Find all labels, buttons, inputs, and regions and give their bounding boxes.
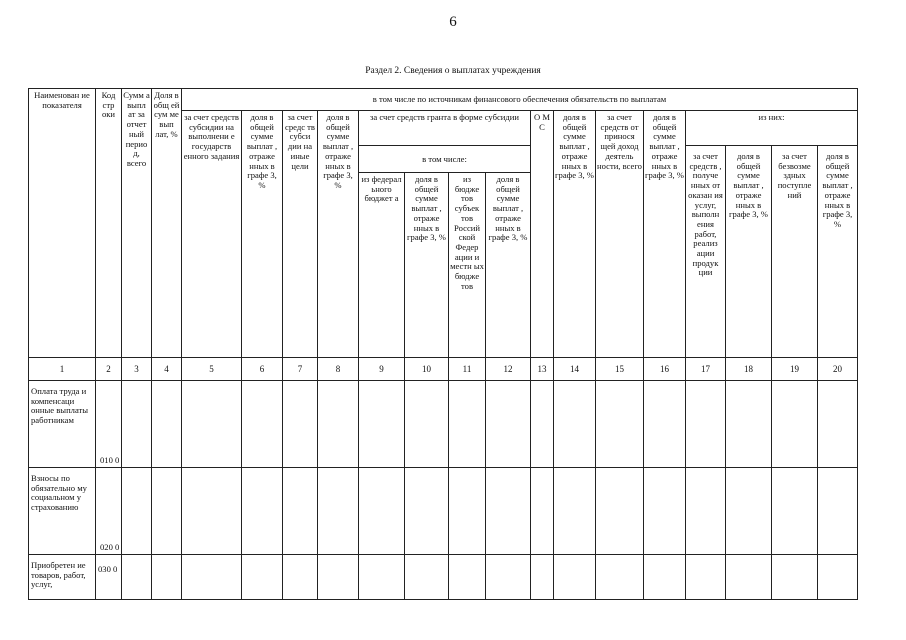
header-share-total: Доля в общ ей сум ме вып лат, % [152, 89, 182, 358]
table-cell [242, 555, 283, 600]
table-cell [596, 468, 644, 555]
header-share-col10: доля в общей сумме выплат , отраже нных в графе 3, % [405, 173, 449, 358]
header-share-col8: доля в общей сумме выплат , отраже нных в графе 3, % [318, 111, 359, 358]
table-cell [152, 381, 182, 468]
column-number: 13 [531, 358, 554, 381]
header-services-income: за счет средств , получе нных от оказан ия услуг, выполн ения работ, реализ ации продук ции [686, 146, 726, 358]
table-cell [686, 468, 726, 555]
table-cell [242, 381, 283, 468]
header-group-grant: за счет средств гранта в форме субсидии [359, 111, 531, 146]
table-cell [531, 555, 554, 600]
table-cell [726, 555, 772, 600]
column-number: 9 [359, 358, 405, 381]
table-cell [644, 555, 686, 600]
header-line-code: Код стр оки [96, 89, 122, 358]
table-cell [486, 555, 531, 600]
table-cell [318, 555, 359, 600]
header-share-col12: доля в общей сумме выплат , отраже нных в графе 3, % [486, 173, 531, 358]
table-cell [318, 468, 359, 555]
table-cell [818, 468, 858, 555]
table-cell [449, 468, 486, 555]
page-number: 6 [449, 14, 457, 30]
header-indicator-name: Наименован ие показателя [29, 89, 96, 358]
table-cell [318, 381, 359, 468]
column-number: 17 [686, 358, 726, 381]
table-cell [359, 381, 405, 468]
column-number: 8 [318, 358, 359, 381]
table-cell [686, 555, 726, 600]
header-share-col16: доля в общей сумме выплат , отраже нных в графе 3, % [644, 111, 686, 358]
table-row [29, 468, 858, 555]
header-group-including: в том числе: [359, 146, 531, 173]
table-cell [283, 381, 318, 468]
column-number: 3 [122, 358, 152, 381]
table-cell [596, 555, 644, 600]
table-cell [182, 555, 242, 600]
table-cell [449, 555, 486, 600]
header-group-sources: в том числе по источникам финансового обеспечения обязательств по выплатам [182, 89, 858, 111]
table-cell [554, 381, 596, 468]
table-cell [486, 381, 531, 468]
column-number: 20 [818, 358, 858, 381]
payout-table [28, 88, 858, 600]
table-cell [283, 555, 318, 600]
table-cell [644, 381, 686, 468]
column-number: 1 [29, 358, 96, 381]
table-cell [644, 468, 686, 555]
table-cell [772, 468, 818, 555]
table-cell [405, 381, 449, 468]
header-other-subsidy: за счет средс тв субси дии на иные цели [283, 111, 318, 358]
header-share-col18: доля в общей сумме выплат , отраже нных в графе 3, % [726, 146, 772, 358]
table-cell [283, 468, 318, 555]
table-cell [359, 468, 405, 555]
table-cell [726, 381, 772, 468]
table-row [29, 555, 858, 600]
header-group-of-which: из них: [686, 111, 858, 146]
table-cell [122, 468, 152, 555]
header-gratuitous-receipts: за счет безвозме здных поступле ний [772, 146, 818, 358]
table-cell [818, 381, 858, 468]
table-cell [405, 555, 449, 600]
table-cell [405, 468, 449, 555]
table-cell [818, 555, 858, 600]
section-title: Раздел 2. Сведения о выплатах учреждения [365, 66, 541, 76]
row-name-purchases: Приобретен ие товаров, работ, услуг, [29, 555, 96, 600]
header-share-col6: доля в общей сумме выплат , отраже нных в графе 3, % [242, 111, 283, 358]
column-number: 19 [772, 358, 818, 381]
header-total-payments: Сумм а выпл ат за отчет ный перио д, всего [122, 89, 152, 358]
column-number: 10 [405, 358, 449, 381]
header-share-col20: доля в общей сумме выплат , отраже нных в графе 3, % [818, 146, 858, 358]
header-income-activity: за счет средств от принося щей доход деятель ности, всего [596, 111, 644, 358]
table-cell [531, 468, 554, 555]
column-number: 14 [554, 358, 596, 381]
table-cell [122, 381, 152, 468]
table-cell [554, 555, 596, 600]
table-row [29, 381, 858, 468]
table-cell [772, 555, 818, 600]
column-number: 16 [644, 358, 686, 381]
column-number: 18 [726, 358, 772, 381]
column-number: 5 [182, 358, 242, 381]
row-code: 010 0 [96, 381, 122, 468]
header-regional-budgets: из бюдже тов субъек тов Россий ской Федер ации и местн ых бюдже тов [449, 173, 486, 358]
row-name-labor: Оплата труда и компенсаци онные выплаты работникам [29, 381, 96, 468]
table-cell [122, 555, 152, 600]
table-cell [449, 381, 486, 468]
table-cell [242, 468, 283, 555]
column-number: 15 [596, 358, 644, 381]
column-number: 2 [96, 358, 122, 381]
header-oms: О М С [531, 111, 554, 358]
column-number: 6 [242, 358, 283, 381]
header-state-task-subsidy: за счет средств субсидии на выполнени е государств енного задания [182, 111, 242, 358]
table-cell [152, 555, 182, 600]
table-cell [359, 555, 405, 600]
table-cell [531, 381, 554, 468]
table-cell [772, 381, 818, 468]
column-number: 12 [486, 358, 531, 381]
row-name-insurance: Взносы по обязательно му социальном у страхованию [29, 468, 96, 555]
table-cell [686, 381, 726, 468]
table-cell [726, 468, 772, 555]
table-cell [554, 468, 596, 555]
column-number: 11 [449, 358, 486, 381]
table-cell [596, 381, 644, 468]
column-number: 7 [283, 358, 318, 381]
header-share-col14: доля в общей сумме выплат , отраже нных в графе 3, % [554, 111, 596, 358]
header-federal-budget: из федерал ьного бюджет а [359, 173, 405, 358]
row-code: 020 0 [96, 468, 122, 555]
table-cell [152, 468, 182, 555]
row-code: 030 0 [96, 555, 122, 600]
table-cell [182, 381, 242, 468]
column-number: 4 [152, 358, 182, 381]
table-cell [182, 468, 242, 555]
table-cell [486, 468, 531, 555]
